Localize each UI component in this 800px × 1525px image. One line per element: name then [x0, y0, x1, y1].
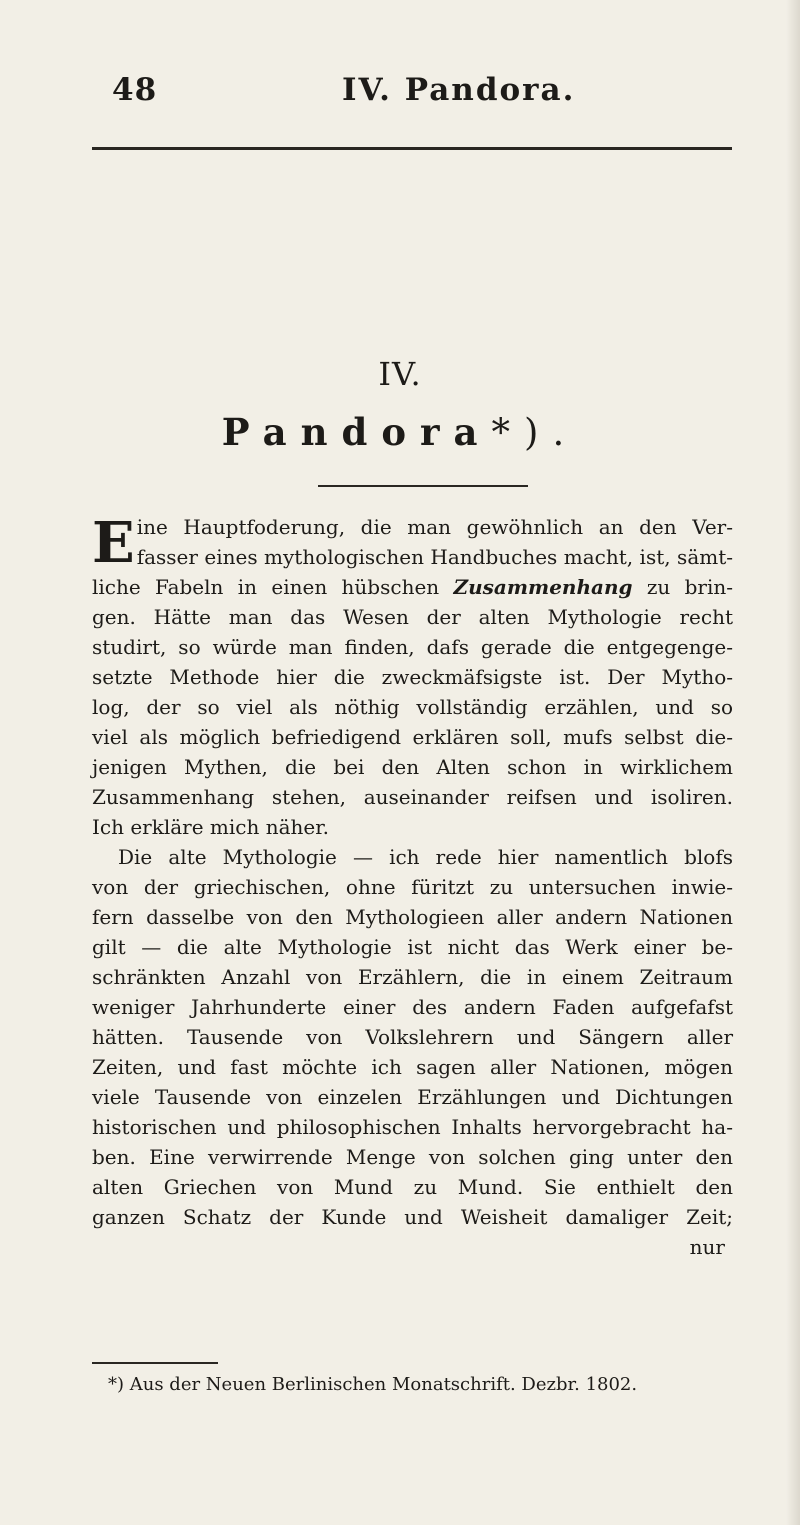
- text-line: fern dasselbe von den Mythologieen aller andern Nationen: [92, 905, 733, 929]
- text-fragment: zu brin-: [632, 575, 733, 599]
- header-rule: [92, 147, 732, 150]
- chapter-numeral: IV.: [378, 355, 422, 393]
- chapter-title-text: Pandora: [221, 410, 492, 454]
- chapter-title: [0, 410, 800, 454]
- text-line: gilt — die alte Mythologie ist nicht das Werk einer be-: [92, 935, 733, 959]
- text-line: viel als möglich befriedigend erklären soll, mufs selbst die-: [92, 725, 733, 749]
- chapter-title-footnote-marker: *).: [491, 411, 579, 454]
- text-line: ganzen Schatz der Kunde und Weisheit damaliger Zeit;: [92, 1205, 733, 1229]
- text-line: schränkten Anzahl von Erzählern, die in einem Zeitraum: [92, 965, 733, 989]
- text-line: ben. Eine verwirrende Menge von solchen ging unter den: [92, 1145, 733, 1169]
- footnote: *) Aus der Neuen Berlinischen Monatschrift. Dezbr. 1802.: [108, 1374, 638, 1395]
- drop-cap: E: [92, 510, 135, 576]
- text-line: alten Griechen von Mund zu Mund. Sie enthielt den: [92, 1175, 733, 1199]
- running-head: [112, 72, 732, 116]
- text-line: historischen und philosophischen Inhalts hervorgebracht ha-: [92, 1115, 733, 1139]
- text-line: log, der so viel als nöthig vollständig erzählen, und so: [92, 695, 733, 719]
- running-title: IV. Pandora.: [342, 72, 576, 108]
- text-line: jenigen Mythen, die bei den Alten schon in wirklichem: [92, 755, 733, 779]
- text-fragment: liche Fabeln in einen hübschen: [92, 575, 454, 599]
- page-number: 48: [112, 72, 158, 108]
- text-line: setzte Methode hier die zweckmäfsigste ist. Der Mytho-: [92, 665, 733, 689]
- emphasized-word: Zusammenhang: [453, 575, 633, 599]
- text-line: hätten. Tausende von Volkslehrern und Sängern aller: [92, 1025, 733, 1049]
- text-line: weniger Jahrhunderte einer des andern Faden aufgefafst: [92, 995, 733, 1019]
- text-line: [92, 572, 733, 602]
- page-edge-shadow: [786, 0, 800, 1525]
- text-line: Zeiten, und fast möchte ich sagen aller Nationen, mögen: [92, 1055, 733, 1079]
- title-rule: [318, 485, 528, 487]
- text-line: viele Tausende von einzelen Erzählungen und Dichtungen: [92, 1085, 733, 1109]
- text-line: fasser eines mythologischen Handbuches macht, ist, sämt-: [136, 545, 733, 569]
- text-line: Ich erkläre mich näher.: [92, 815, 329, 839]
- text-line: ine Hauptfoderung, die man gewöhnlich an den Ver-: [136, 515, 733, 539]
- text-line: von der griechischen, ohne füritzt zu untersuchen inwie-: [92, 875, 733, 899]
- footnote-rule: [92, 1362, 218, 1364]
- text-line: Die alte Mythologie — ich rede hier namentlich blofs: [118, 845, 733, 869]
- text-line: gen. Hätte man das Wesen der alten Mythologie recht: [92, 605, 733, 629]
- text-line: Zusammenhang stehen, auseinander reifsen und isoliren.: [92, 785, 733, 809]
- body-text: [92, 512, 733, 1262]
- catchword: nur: [689, 1235, 725, 1259]
- text-line: studirt, so würde man finden, dafs gerade die entgegenge-: [92, 635, 733, 659]
